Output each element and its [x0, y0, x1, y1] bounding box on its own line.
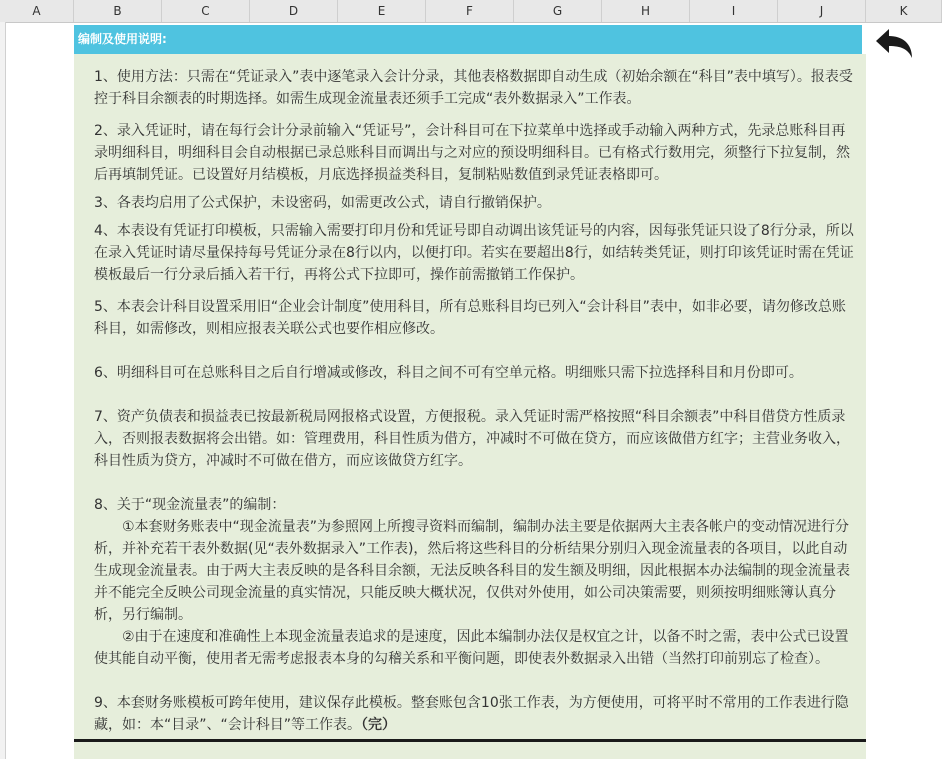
column-header-a[interactable]: A: [0, 0, 74, 22]
column-header-d[interactable]: D: [250, 0, 338, 22]
instruction-8-item-2: ②由于在速度和准确性上本现金流量表追求的是速度，因此本编制办法仅是权宜之计，以备不时之需，表中公式已设置使其能自动平衡，使用者无需考虑报表本身的勾稽关系和平衡问题，即使表外数据录入出错（当然打印前别忘了检查）。: [94, 629, 849, 667]
instruction-2: 2、录入凭证时，请在每行会计分录前输入“凭证号”，会计科目可在下拉菜单中选择或手动输入两种方式，先录总账科目再录明细科目，明细科目会自动根据已录总账科目而调出与之对应的预设明细科目。已有格式行数用完，须整行下拉复制，然后再填制凭证。已设置好月结模板，月底选择损益类科目，复制粘贴数值到录凭证表格即可。: [94, 123, 850, 183]
column-header-k[interactable]: K: [866, 0, 942, 22]
column-header-i[interactable]: I: [690, 0, 778, 22]
instruction-1: 1、使用方法：只需在“凭证录入”表中逐笔录入会计分录，其他表格数据即自动生成（初始余额在“科目”表中填写）。报表受控于科目余额表的时期选择。如需生成现金流量表还须手工完成“表外数据录入”工作表。: [94, 69, 853, 107]
column-header-e[interactable]: E: [338, 0, 426, 22]
instruction-9-end: （完）: [361, 717, 397, 733]
instruction-8-title: 8、关于“现金流量表”的编制：: [94, 497, 286, 513]
column-header-j[interactable]: J: [778, 0, 866, 22]
column-header-h[interactable]: H: [602, 0, 690, 22]
column-header-c[interactable]: C: [162, 0, 250, 22]
instruction-3: 3、各表均启用了公式保护，未设密码，如需更改公式，请自行撤销保护。: [94, 195, 551, 211]
column-header-bar: [0, 0, 942, 23]
instructions-content: [94, 64, 858, 736]
undo-arrow-icon: [872, 26, 916, 66]
instruction-4: 4、本表设有凭证打印模板，只需输入需要打印月份和凭证号即自动调出该凭证号的内容，因每张凭证只设了8行分录，所以在录入凭证时请尽量保持每号凭证分录在8行以内，以便打印。若实在要超出8行，如结转类凭证，则打印该凭证时需在凭证模板最后一行分录后插入若干行，再将公式下拉即可，操作前需撤销工作保护。: [94, 223, 854, 283]
column-header-b[interactable]: B: [74, 0, 162, 22]
instructions-panel: [74, 54, 866, 759]
instruction-6: 6、明细科目可在总账科目之后自行增减或修改，科目之间不可有空单元格。明细账只需下拉选择科目和月份即可。: [94, 365, 803, 381]
column-header-g[interactable]: G: [514, 0, 602, 22]
instructions-header: 编制及使用说明:: [74, 25, 862, 54]
bottom-rule: [74, 739, 866, 742]
row-gutter: [0, 22, 6, 759]
instruction-5: 5、本表会计科目设置采用旧“企业会计制度”使用科目，所有总账科目均已列入“会计科目”表中，如非必要，请勿修改总账科目，如需修改，则相应报表关联公式也要作相应修改。: [94, 299, 846, 337]
back-button[interactable]: [872, 26, 916, 66]
instruction-8-item-1: ①本套财务账表中“现金流量表”为参照网上所搜寻资料而编制，编制办法主要是依据两大主表各帐户的变动情况进行分析，并补充若干表外数据(见“表外数据录入”工作表)，然后将这些科目的分析结果分别归入现金流量表的各项目，以此自动生成现金流量表。由于两大主表反映的是各科目余额，无法反映各科目的发生额及明细，因此根据本办法编制的现金流量表并不能完全反映公司现金流量的真实情况，只能反映大概状况，仅供对外使用，如公司决策需要，则须按明细账簿认真分析，另行编制。: [94, 519, 850, 623]
instruction-7: 7、资产负债表和损益表已按最新税局网报格式设置，方便报税。录入凭证时需严格按照“科目余额表”中科目借贷方性质录入，否则报表数据将会出错。如：管理费用，科目性质为借方，冲减时不可做在贷方，而应该做借方红字；主营业务收入，科目性质为贷方，冲减时不可做在借方，而应该做贷方红字。: [94, 409, 850, 469]
column-header-f[interactable]: F: [426, 0, 514, 22]
instruction-9: [94, 692, 858, 736]
instruction-9-text: 9、本套财务账模板可跨年使用，建议保存此模板。整套账包含10张工作表，为方便使用，可将平时不常用的工作表进行隐藏，如：本“目录”、“会计科目”等工作表。: [94, 695, 849, 733]
